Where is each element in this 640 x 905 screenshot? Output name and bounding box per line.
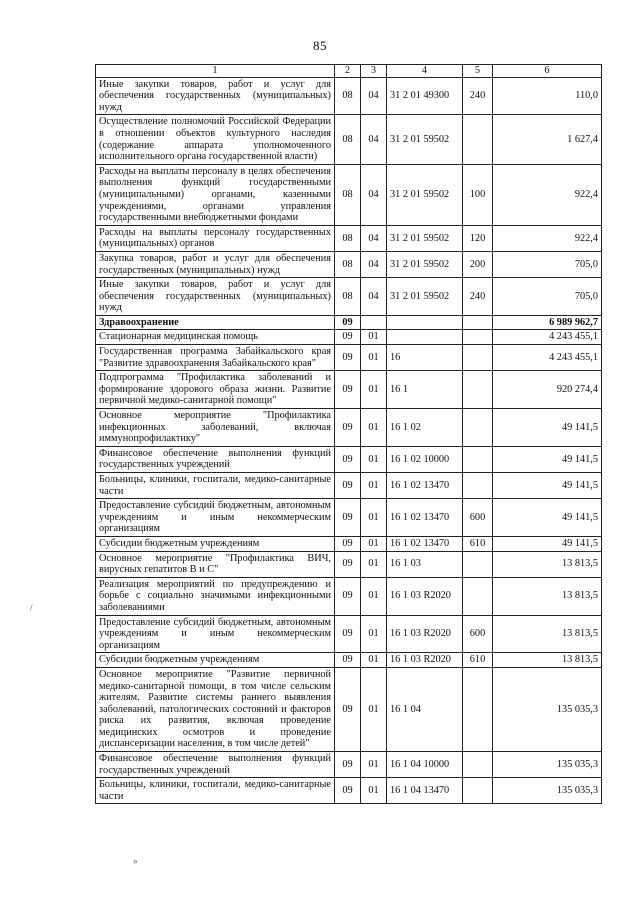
row-amount-cell: 6 989 962,7 [493, 315, 602, 330]
row-section-cell: 08 [335, 115, 361, 164]
row-subsection-cell: 04 [361, 278, 387, 316]
row-section-cell: 09 [335, 446, 361, 472]
row-amount-cell: 49 141,5 [493, 446, 602, 472]
row-amount-cell: 922,4 [493, 164, 602, 225]
table-row [96, 778, 602, 804]
row-expense-type-cell: 100 [463, 164, 493, 225]
row-amount-cell: 1 627,4 [493, 115, 602, 164]
row-expense-type-cell [463, 778, 493, 804]
row-target-article-cell: 16 1 02 13470 [387, 499, 463, 537]
table-row [96, 225, 602, 251]
row-amount-cell: 13 813,5 [493, 615, 602, 653]
row-amount-cell: 13 813,5 [493, 551, 602, 577]
row-amount-cell: 13 813,5 [493, 653, 602, 668]
row-expense-type-cell: 610 [463, 653, 493, 668]
row-expense-type-cell: 240 [463, 278, 493, 316]
row-name-cell: Основное мероприятие "Профилактика инфекционных заболеваний, включая иммунопрофилактику" [96, 409, 335, 447]
row-subsection-cell: 01 [361, 653, 387, 668]
row-expense-type-cell [463, 330, 493, 345]
row-subsection-cell: 01 [361, 667, 387, 751]
row-section-cell: 09 [335, 752, 361, 778]
table-row [96, 615, 602, 653]
row-section-cell: 08 [335, 77, 361, 115]
row-target-article-cell: 16 [387, 345, 463, 371]
row-target-article-cell: 31 2 01 59502 [387, 251, 463, 277]
row-expense-type-cell: 610 [463, 536, 493, 551]
row-name-cell: Субсидии бюджетным учреждениям [96, 653, 335, 668]
table-row [96, 315, 602, 330]
row-section-cell: 08 [335, 251, 361, 277]
row-subsection-cell: 01 [361, 409, 387, 447]
row-name-cell: Закупка товаров, работ и услуг для обеспечения государственных (муниципальных) нужд [96, 251, 335, 277]
row-subsection-cell: 01 [361, 499, 387, 537]
row-section-cell: 08 [335, 278, 361, 316]
row-section-cell: 08 [335, 225, 361, 251]
row-subsection-cell: 01 [361, 778, 387, 804]
table-header-row [96, 65, 602, 78]
row-amount-cell: 135 035,3 [493, 778, 602, 804]
row-target-article-cell [387, 330, 463, 345]
row-name-cell: Основное мероприятие "Развитие первичной медико-санитарной помощи, в том числе сельским жителям. Развитие системы раннего выявления заболеваний, патологических состояний и факторов риска их развития, включая проведение медицинских осмотров и проведение диспансеризации населения, в том числе детей" [96, 667, 335, 751]
row-amount-cell: 110,0 [493, 77, 602, 115]
table-row [96, 752, 602, 778]
row-section-cell: 09 [335, 615, 361, 653]
row-subsection-cell: 01 [361, 752, 387, 778]
row-target-article-cell: 16 1 04 13470 [387, 778, 463, 804]
header-cell-6: 6 [493, 65, 602, 78]
row-target-article-cell [387, 315, 463, 330]
row-target-article-cell: 16 1 02 10000 [387, 446, 463, 472]
row-subsection-cell [361, 315, 387, 330]
table-row [96, 473, 602, 499]
row-target-article-cell: 16 1 02 13470 [387, 536, 463, 551]
row-expense-type-cell [463, 446, 493, 472]
row-amount-cell: 922,4 [493, 225, 602, 251]
row-target-article-cell: 16 1 [387, 371, 463, 409]
row-amount-cell: 49 141,5 [493, 499, 602, 537]
row-subsection-cell: 01 [361, 536, 387, 551]
table-row [96, 345, 602, 371]
row-name-cell: Финансовое обеспечение выполнения функций государственных учреждений [96, 752, 335, 778]
row-expense-type-cell [463, 315, 493, 330]
table-row [96, 371, 602, 409]
table-row [96, 330, 602, 345]
row-name-cell: Стационарная медицинская помощь [96, 330, 335, 345]
row-name-cell: Расходы на выплаты персоналу государственных (муниципальных) органов [96, 225, 335, 251]
row-expense-type-cell: 240 [463, 77, 493, 115]
row-amount-cell: 13 813,5 [493, 577, 602, 615]
table-row [96, 551, 602, 577]
table-row [96, 77, 602, 115]
row-target-article-cell: 16 1 03 R2020 [387, 615, 463, 653]
row-expense-type-cell [463, 752, 493, 778]
row-expense-type-cell [463, 345, 493, 371]
table-row [96, 409, 602, 447]
row-name-cell: Расходы на выплаты персоналу в целях обеспечения выполнения функций государственными (муниципальными) органами, казенными учреждениями, органами управления государственными внебюджетными фондами [96, 164, 335, 225]
row-section-cell: 09 [335, 315, 361, 330]
row-amount-cell: 4 243 455,1 [493, 330, 602, 345]
row-name-cell: Реализация мероприятий по предупреждению и борьбе с социально значимыми инфекционными заболеваниями [96, 577, 335, 615]
row-name-cell: Осуществление полномочий Российской Федерации в отношении объектов культурного наследия (содержание аппарата уполномоченного исполнительного органа государственной власти) [96, 115, 335, 164]
header-cell-5: 5 [463, 65, 493, 78]
row-subsection-cell: 01 [361, 615, 387, 653]
row-expense-type-cell: 120 [463, 225, 493, 251]
row-amount-cell: 920 274,4 [493, 371, 602, 409]
row-expense-type-cell: 200 [463, 251, 493, 277]
row-subsection-cell: 01 [361, 345, 387, 371]
row-target-article-cell: 16 1 03 R2020 [387, 577, 463, 615]
row-target-article-cell: 31 2 01 59502 [387, 115, 463, 164]
table-row [96, 536, 602, 551]
table-row [96, 278, 602, 316]
row-target-article-cell: 31 2 01 59502 [387, 278, 463, 316]
row-section-cell: 09 [335, 473, 361, 499]
table-row [96, 446, 602, 472]
row-subsection-cell: 04 [361, 225, 387, 251]
row-section-cell: 09 [335, 653, 361, 668]
row-section-cell: 09 [335, 577, 361, 615]
header-cell-2: 2 [335, 65, 361, 78]
row-subsection-cell: 04 [361, 164, 387, 225]
row-expense-type-cell [463, 551, 493, 577]
stray-mark-left: / [30, 603, 33, 613]
row-section-cell: 09 [335, 778, 361, 804]
row-amount-cell: 135 035,3 [493, 667, 602, 751]
row-section-cell: 09 [335, 667, 361, 751]
row-name-cell: Субсидии бюджетным учреждениям [96, 536, 335, 551]
row-section-cell: 09 [335, 409, 361, 447]
row-expense-type-cell: 600 [463, 499, 493, 537]
row-subsection-cell: 01 [361, 371, 387, 409]
row-name-cell: Финансовое обеспечение выполнения функций государственных учреждений [96, 446, 335, 472]
row-amount-cell: 4 243 455,1 [493, 345, 602, 371]
row-section-cell: 09 [335, 499, 361, 537]
row-section-cell: 09 [335, 536, 361, 551]
row-section-cell: 08 [335, 164, 361, 225]
table-row [96, 667, 602, 751]
header-cell-1: 1 [96, 65, 335, 78]
row-section-cell: 09 [335, 551, 361, 577]
row-name-cell: Здравоохранение [96, 315, 335, 330]
row-subsection-cell: 01 [361, 473, 387, 499]
table-row [96, 164, 602, 225]
row-section-cell: 09 [335, 330, 361, 345]
row-subsection-cell: 04 [361, 251, 387, 277]
row-name-cell: Предоставление субсидий бюджетным, автономным учреждениям и иным некоммерческим организациям [96, 615, 335, 653]
row-name-cell: Государственная программа Забайкальского края "Развитие здравоохранения Забайкальского края" [96, 345, 335, 371]
row-expense-type-cell [463, 577, 493, 615]
row-amount-cell: 49 141,5 [493, 536, 602, 551]
row-subsection-cell: 01 [361, 551, 387, 577]
row-subsection-cell: 04 [361, 115, 387, 164]
row-name-cell: Больницы, клиники, госпитали, медико-санитарные части [96, 473, 335, 499]
row-expense-type-cell [463, 409, 493, 447]
table-row [96, 115, 602, 164]
table-row [96, 499, 602, 537]
row-expense-type-cell: 600 [463, 615, 493, 653]
row-expense-type-cell [463, 371, 493, 409]
row-subsection-cell: 01 [361, 577, 387, 615]
row-expense-type-cell [463, 473, 493, 499]
row-subsection-cell: 04 [361, 77, 387, 115]
row-amount-cell: 49 141,5 [493, 473, 602, 499]
page-number: 85 [313, 38, 327, 53]
header-cell-3: 3 [361, 65, 387, 78]
table-row [96, 577, 602, 615]
table-row [96, 653, 602, 668]
row-target-article-cell: 31 2 01 59502 [387, 164, 463, 225]
row-target-article-cell: 16 1 02 [387, 409, 463, 447]
row-amount-cell: 135 035,3 [493, 752, 602, 778]
stray-mark-bottom: » [133, 856, 138, 866]
row-amount-cell: 705,0 [493, 278, 602, 316]
row-name-cell: Больницы, клиники, госпитали, медико-санитарные части [96, 778, 335, 804]
row-target-article-cell: 16 1 03 [387, 551, 463, 577]
row-name-cell: Подпрограмма "Профилактика заболеваний и формирование здорового образа жизни. Развитие первичной медико-санитарной помощи" [96, 371, 335, 409]
row-section-cell: 09 [335, 345, 361, 371]
header-cell-4: 4 [387, 65, 463, 78]
table-row [96, 251, 602, 277]
budget-table [95, 64, 602, 804]
row-name-cell: Предоставление субсидий бюджетным, автономным учреждениям и иным некоммерческим организациям [96, 499, 335, 537]
row-expense-type-cell [463, 667, 493, 751]
row-subsection-cell: 01 [361, 330, 387, 345]
row-target-article-cell: 16 1 02 13470 [387, 473, 463, 499]
row-expense-type-cell [463, 115, 493, 164]
row-target-article-cell: 16 1 03 R2020 [387, 653, 463, 668]
row-name-cell: Иные закупки товаров, работ и услуг для обеспечения государственных (муниципальных) нужд [96, 77, 335, 115]
row-amount-cell: 705,0 [493, 251, 602, 277]
row-amount-cell: 49 141,5 [493, 409, 602, 447]
row-target-article-cell: 31 2 01 49300 [387, 77, 463, 115]
row-target-article-cell: 16 1 04 [387, 667, 463, 751]
row-name-cell: Иные закупки товаров, работ и услуг для обеспечения государственных (муниципальных) нужд [96, 278, 335, 316]
budget-table-body [96, 65, 602, 804]
row-target-article-cell: 31 2 01 59502 [387, 225, 463, 251]
row-subsection-cell: 01 [361, 446, 387, 472]
row-section-cell: 09 [335, 371, 361, 409]
row-target-article-cell: 16 1 04 10000 [387, 752, 463, 778]
row-name-cell: Основное мероприятие "Профилактика ВИЧ, вирусных гепатитов В и С" [96, 551, 335, 577]
